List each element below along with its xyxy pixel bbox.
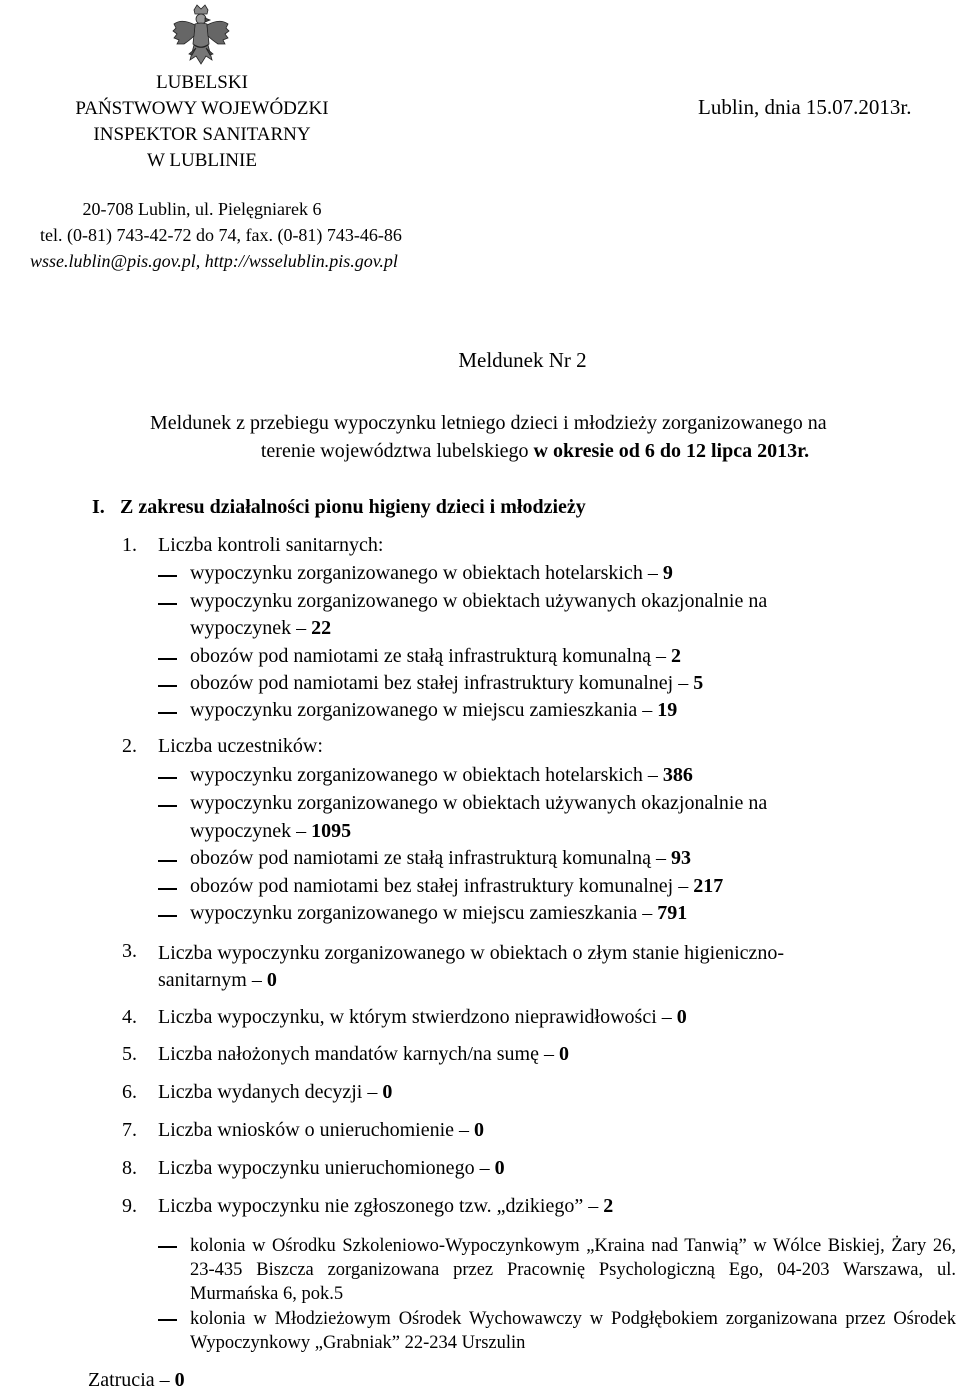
dash-bullet xyxy=(158,860,177,862)
bullet-item xyxy=(190,672,703,695)
bullet-item xyxy=(190,902,687,925)
sub-bullet-item: kolonia w Ośrodku Szkoleniowo-Wypoczynkowym „Kraina nad Tanwią” w Wólce Biskiej, Żary 26, 23-435 Biszcza zorganizowana przez Pracownię Psychologiczną Ego, 04-203 Warszawa, ul. Murmańska 6, pok.5 xyxy=(190,1236,956,1304)
item-number: 3. xyxy=(122,940,137,962)
bullet-item xyxy=(190,847,691,870)
org-line: INSPEKTOR SANITARNY xyxy=(93,124,311,145)
bullet-value: 5 xyxy=(693,672,704,694)
item-number: 1. xyxy=(122,534,137,556)
item-number: 5. xyxy=(122,1043,137,1065)
item-value: 2 xyxy=(603,1195,614,1217)
bullet-value: 791 xyxy=(657,902,688,924)
item-label: Liczba wniosków o unieruchomienie – xyxy=(158,1119,475,1141)
item-label: Liczba wydanych decyzji – xyxy=(158,1081,383,1103)
item-label: Liczba wypoczynku nie zgłoszonego tzw. „dzikiego” – xyxy=(158,1195,604,1217)
bullet-text: wypoczynku zorganizowanego w obiektach hotelarskich – xyxy=(190,562,663,584)
dash-bullet xyxy=(158,603,177,605)
bullet-value: 386 xyxy=(662,764,693,786)
intro-line1: Meldunek z przebiegu wypoczynku letniego dzieci i młodzieży zorganizowanego na xyxy=(150,412,827,434)
item-text xyxy=(158,1195,613,1218)
bullet-item xyxy=(190,875,723,898)
item-label: Liczba wypoczynku, w którym stwierdzono nieprawidłowości – xyxy=(158,1006,677,1028)
item-label: Liczba uczestników: xyxy=(158,735,323,757)
dash-bullet xyxy=(158,658,177,660)
bullet-text: wypoczynek – xyxy=(190,617,312,639)
org-line: W LUBLINIE xyxy=(147,150,257,171)
section-number: I. xyxy=(92,496,105,518)
item-value: 0 xyxy=(474,1119,485,1141)
org-name xyxy=(40,70,364,174)
intro-period: w okresie od 6 do 12 lipca 2013r. xyxy=(533,440,810,462)
bullet-item xyxy=(190,699,677,722)
poisonings-label: Zatrucia – xyxy=(88,1369,175,1391)
poisonings-value: 0 xyxy=(174,1369,185,1391)
bullet-item: wypoczynku zorganizowanego w obiektach używanych okazjonalnie na xyxy=(190,792,768,814)
item-number: 2. xyxy=(122,735,137,757)
bullet-text: obozów pod namiotami ze stałą infrastrukturą komunalną – xyxy=(190,847,671,869)
bullet-item xyxy=(190,764,693,787)
bullet-text: obozów pod namiotami bez stałej infrastruktury komunalnej – xyxy=(190,875,694,897)
dash-bullet xyxy=(158,777,177,779)
document-date: Lublin, dnia 15.07.2013r. xyxy=(698,95,912,119)
bullet-item xyxy=(190,645,681,668)
org-line: PAŃSTWOWY WOJEWÓDZKI xyxy=(75,98,329,119)
email-website xyxy=(30,251,400,272)
intro-paragraph xyxy=(150,409,930,465)
poisonings-line xyxy=(88,1369,185,1392)
item-text xyxy=(158,1157,505,1180)
item-label: Liczba nałożonych mandatów karnych/na sumę – xyxy=(158,1043,559,1065)
item-label: Liczba kontroli sanitarnych: xyxy=(158,534,384,556)
bullet-text: wypoczynku zorganizowanego w obiektach hotelarskich – xyxy=(190,764,663,786)
dash-bullet xyxy=(158,805,177,807)
item-value: 0 xyxy=(676,1006,687,1028)
bullet-value: 217 xyxy=(693,875,724,897)
item-value: 0 xyxy=(494,1157,505,1179)
document-title: Meldunek Nr 2 xyxy=(458,348,587,372)
item-number: 9. xyxy=(122,1195,137,1217)
bullet-item: wypoczynku zorganizowanego w obiektach używanych okazjonalnie na xyxy=(190,590,768,612)
item-value: 0 xyxy=(382,1081,393,1103)
item-text-line2: sanitarnym – xyxy=(158,969,267,991)
polish-eagle-emblem-icon xyxy=(172,4,230,68)
dash-bullet xyxy=(158,575,177,577)
intro-line2 xyxy=(150,437,930,465)
dash-bullet xyxy=(158,685,177,687)
bullet-value: 9 xyxy=(662,562,673,584)
item-label: Liczba wypoczynku unieruchomionego – xyxy=(158,1157,495,1179)
sub-bullet-item: kolonia w Młodzieżowym Ośrodek Wychowawczy w Podgłębokiem zorganizowana przez Ośrodek Wypoczynkowy „Grabniak” 22-234 Urszulin xyxy=(190,1309,956,1353)
dash-bullet xyxy=(158,1319,177,1321)
dash-bullet xyxy=(158,915,177,917)
bullet-item xyxy=(190,562,673,585)
bullet-text: wypoczynek – xyxy=(190,820,312,842)
dash-bullet xyxy=(158,888,177,890)
bullet-item-continuation xyxy=(190,820,351,843)
bullet-item-continuation xyxy=(190,617,331,640)
dash-bullet xyxy=(158,1246,177,1248)
bullet-text: wypoczynku zorganizowanego w miejscu zamieszkania – xyxy=(190,699,658,721)
bullet-value: 1095 xyxy=(311,820,352,842)
bullet-text: obozów pod namiotami bez stałej infrastruktury komunalnej – xyxy=(190,672,694,694)
item-value: 0 xyxy=(558,1043,569,1065)
bullet-value: 2 xyxy=(670,645,681,667)
item-number: 8. xyxy=(122,1157,137,1179)
item-number: 4. xyxy=(122,1006,137,1028)
intro-line2-text: terenie województwa lubelskiego xyxy=(260,440,534,462)
item-text xyxy=(158,940,954,994)
item-number: 6. xyxy=(122,1081,137,1103)
dash-bullet xyxy=(158,712,177,714)
item-text xyxy=(158,1006,687,1029)
section-title: Z zakresu działalności pionu higieny dzieci i młodzieży xyxy=(120,496,586,518)
org-line: LUBELSKI xyxy=(156,72,248,93)
item-text xyxy=(158,1081,392,1104)
web-contact: wsse.lublin@pis.gov.pl, http://wsselublin.pis.gov.pl xyxy=(30,251,398,271)
bullet-value: 22 xyxy=(311,617,332,639)
item-number: 7. xyxy=(122,1119,137,1141)
bullet-value: 19 xyxy=(657,699,678,721)
bullet-value: 93 xyxy=(670,847,691,869)
item-value: 0 xyxy=(266,969,277,991)
address: 20-708 Lublin, ul. Pielęgniarek 6 xyxy=(82,199,322,219)
item-text-line1: Liczba wypoczynku zorganizowanego w obiektach o złym stanie higieniczno- xyxy=(158,942,785,964)
bullet-text: wypoczynku zorganizowanego w miejscu zamieszkania – xyxy=(190,902,658,924)
item-text xyxy=(158,1043,569,1066)
item-text xyxy=(158,1119,484,1142)
bullet-text: obozów pod namiotami ze stałą infrastrukturą komunalną – xyxy=(190,645,671,667)
phone-fax: tel. (0-81) 743-42-72 do 74, fax. (0-81) 743-46-86 xyxy=(40,225,402,245)
